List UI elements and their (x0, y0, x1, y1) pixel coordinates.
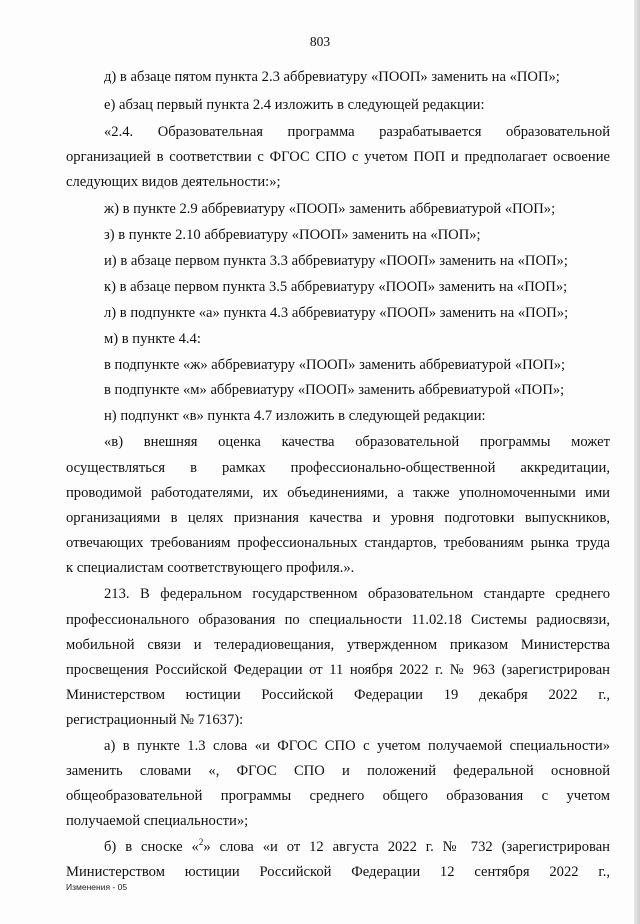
text-line: к) в абзаце первом пункта 3.5 аббревиатуру «ПООП» заменить на «ПОП»; (104, 279, 568, 295)
text-line: 213. В федеральном государственном образовательном стандарте среднего (104, 586, 610, 602)
text-line: в подпункте «ж» аббревиатуру «ПООП» заменить аббревиатурой «ПОП»; (104, 357, 566, 373)
text-line: Министерством юстиции Российской Федерации 19 декабря 2022 г., (66, 687, 610, 703)
text-line: и) в абзаце первом пункта 3.3 аббревиатуру «ПООП» заменить на «ПОП»; (104, 253, 568, 269)
text-line: Министерством юстиции Российской Федерации 12 сентября 2022 г., (66, 864, 610, 880)
text-fragment: » слова «и от 12 августа 2022 г. № 732 (зарегистрирован (203, 839, 610, 855)
text-line: к специалистам соответствующего профиля.». (66, 560, 355, 576)
text-line: м) в пункте 4.4: (104, 331, 201, 347)
text-line: общеобразовательной программы среднего общего образования с учетом (66, 788, 610, 804)
text-line: а) в пункте 1.3 слова «и ФГОС СПО с учетом получаемой специальности» (104, 738, 610, 754)
text-fragment: б) в сноске « (104, 839, 199, 855)
footer-note: Изменения - 05 (66, 882, 128, 892)
text-line: «в) внешняя оценка качества образовательной программы может (104, 434, 610, 450)
text-line: организацией в соответствии с ФГОС СПО с учетом ПОП и предполагает освоение (66, 149, 610, 165)
text-line: е) абзац первый пункта 2.4 изложить в следующей редакции: (104, 97, 485, 113)
text-line: проводимой работодателями, их объединениями, а также уполномоченными ими (66, 485, 610, 501)
text-line-footnote (104, 838, 610, 856)
text-line: ж) в пункте 2.9 аббревиатуру «ПООП» заменить аббревиатурой «ПОП»; (104, 201, 556, 217)
text-line: регистрационный № 71637): (66, 712, 244, 728)
text-line: организациями в целях признания качества и уровня подготовки выпускников, (66, 510, 610, 526)
text-line: просвещения Российской Федерации от 11 ноября 2022 г. № 963 (зарегистрирован (66, 662, 610, 678)
text-line: мобильной связи и телерадиовещания, утвержденном приказом Министерства (66, 637, 610, 653)
scan-edge (634, 0, 640, 924)
text-line: получаемой специальности»; (66, 813, 249, 829)
text-line: л) в подпункте «а» пункта 4.3 аббревиатуру «ПООП» заменить на «ПОП»; (104, 305, 569, 321)
text-line: в подпункте «м» аббревиатуру «ПООП» заменить аббревиатурой «ПОП»; (104, 382, 565, 398)
text-line: отвечающих требованиям профессиональных стандартов, требованиям рынка труда (66, 535, 610, 551)
text-line: профессионального образования по специальности 11.02.18 Системы радиосвязи, (66, 612, 610, 628)
text-line: следующих видов деятельности:»; (66, 174, 281, 190)
text-line: «2.4. Образовательная программа разрабатывается образовательной (104, 124, 610, 140)
page-number: 803 (309, 34, 331, 49)
text-line: заменить словами «, ФГОС СПО и положений федеральной основной (66, 763, 610, 779)
text-line: з) в пункте 2.10 аббревиатуру «ПООП» заменить на «ПОП»; (104, 227, 481, 243)
text-line: д) в абзаце пятом пункта 2.3 аббревиатуру «ПООП» заменить на «ПОП»; (104, 69, 560, 85)
text-line: н) подпункт «в» пункта 4.7 изложить в следующей редакции: (104, 408, 486, 424)
text-line: осуществляться в рамках профессионально-общественной аккредитации, (66, 460, 610, 476)
footnote-mark: 2 (198, 837, 204, 848)
